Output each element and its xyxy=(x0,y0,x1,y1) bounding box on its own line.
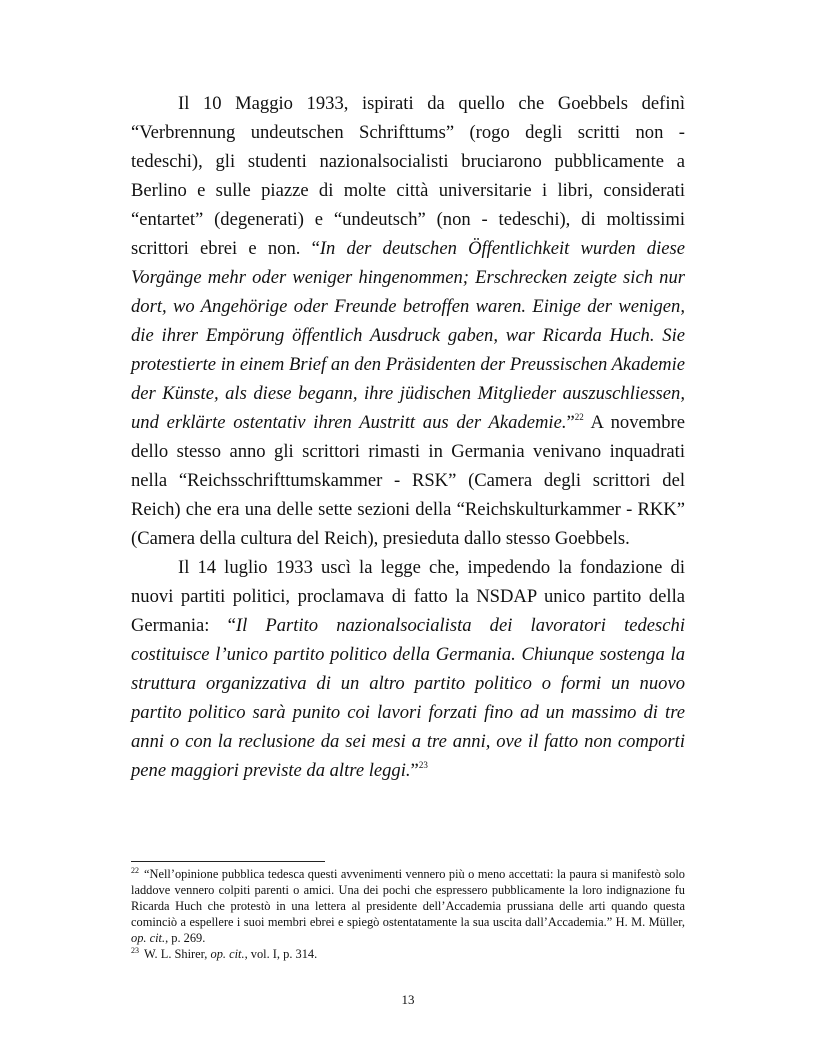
closing-quote: ” xyxy=(410,760,419,781)
text-segment: Il 14 luglio 1933 uscì la legge che, impedendo la fondazione di nuovi partiti politici, proclamava di fatto la NSDAP unico partito della Germania: “ xyxy=(131,557,685,636)
text-segment: Il 10 Maggio 1933, ispirati da quello che Goebbels definì “Verbrennung undeutschen Schrifttums” (rogo degli scritti non - tedeschi), gli studenti nazionalsocialisti bruciarono pubblicamente a Berlino e sulle piazze di molte città universitarie i libri, considerati “entartet” (degenerati) e “undeutsch” (non - tedeschi), di moltissimi scrittori ebrei e non. “ xyxy=(131,93,685,259)
footnote-ref-23: 23 xyxy=(418,759,428,770)
footnote-text: , vol. I, p. 314. xyxy=(244,947,318,961)
footnote-text: “Nell’opinione pubblica tedesca questi avvenimenti vennero più o meno accettati: la paura si manifestò solo laddove vennero colpiti parenti o amici. Una dei pochi che espressero pubblicamente la loro indignazione fu Ricarda Huch che protestò in una lettera al presidente dell’Accademia prussiana delle arti quando questa cominciò a espellere i suoi membri ebrei e spiegò ostentatamente la sua uscita dall’Accademia.” H. M. Müller, xyxy=(131,867,685,929)
paragraph-single-party-law xyxy=(131,553,685,785)
closing-quote: ” xyxy=(566,412,575,433)
footnote-22 xyxy=(131,866,685,946)
footnote-separator xyxy=(131,861,325,862)
footnote-ref-22: 22 xyxy=(574,411,584,422)
body-text xyxy=(131,89,685,785)
footnote-citation-italic: op. cit. xyxy=(210,947,245,961)
footnote-text: W. L. Shirer, xyxy=(144,947,211,961)
footnote-text: , p. 269. xyxy=(165,931,206,945)
page-number: 13 xyxy=(401,992,415,1007)
footnote-number: 22 xyxy=(131,865,139,875)
footnotes xyxy=(131,866,685,962)
footnote-citation-italic: op. cit. xyxy=(131,931,166,945)
footnote-23 xyxy=(131,946,685,962)
text-segment: A novembre dello stesso anno gli scrittori rimasti in Germania venivano inquadrati nella “Reichsschrifttumskammer - RSK” (Camera degli scrittori del Reich) che era una delle sette sezioni della “Reichskulturkammer - RKK” (Camera della cultura del Reich), presieduta dallo stesso Goebbels. xyxy=(131,412,685,549)
quote-italic: Il Partito nazionalsocialista dei lavoratori tedeschi costituisce l’unico partito politico della Germania. Chiunque sostenga la struttura organizzativa di un altro partito politico o formi un nuovo partito politico sarà punito coi lavori forzati fino ad un massimo di tre anni o con la reclusione da sei mesi a tre anni, ove il fatto non comporti pene maggiori previste da altre leggi. xyxy=(131,615,685,781)
quote-italic: In der deutschen Öffentlichkeit wurden diese Vorgänge mehr oder weniger hingenommen; Erschrecken zeigte sich nur dort, wo Angehörige oder Freunde betroffen waren. Einige der wenigen, die ihrer Empörung öffentlich Ausdruck gaben, war Ricarda Huch. Sie protestierte in einem Brief an den Präsidenten der Preussischen Akademie der Künste, als diese begann, ihre jüdischen Mitglieder auszuschliessen, und erklärte ostentativ ihren Austritt aus der Akademie. xyxy=(131,238,685,433)
footnote-number: 23 xyxy=(131,945,139,955)
paragraph-book-burning xyxy=(131,89,685,553)
